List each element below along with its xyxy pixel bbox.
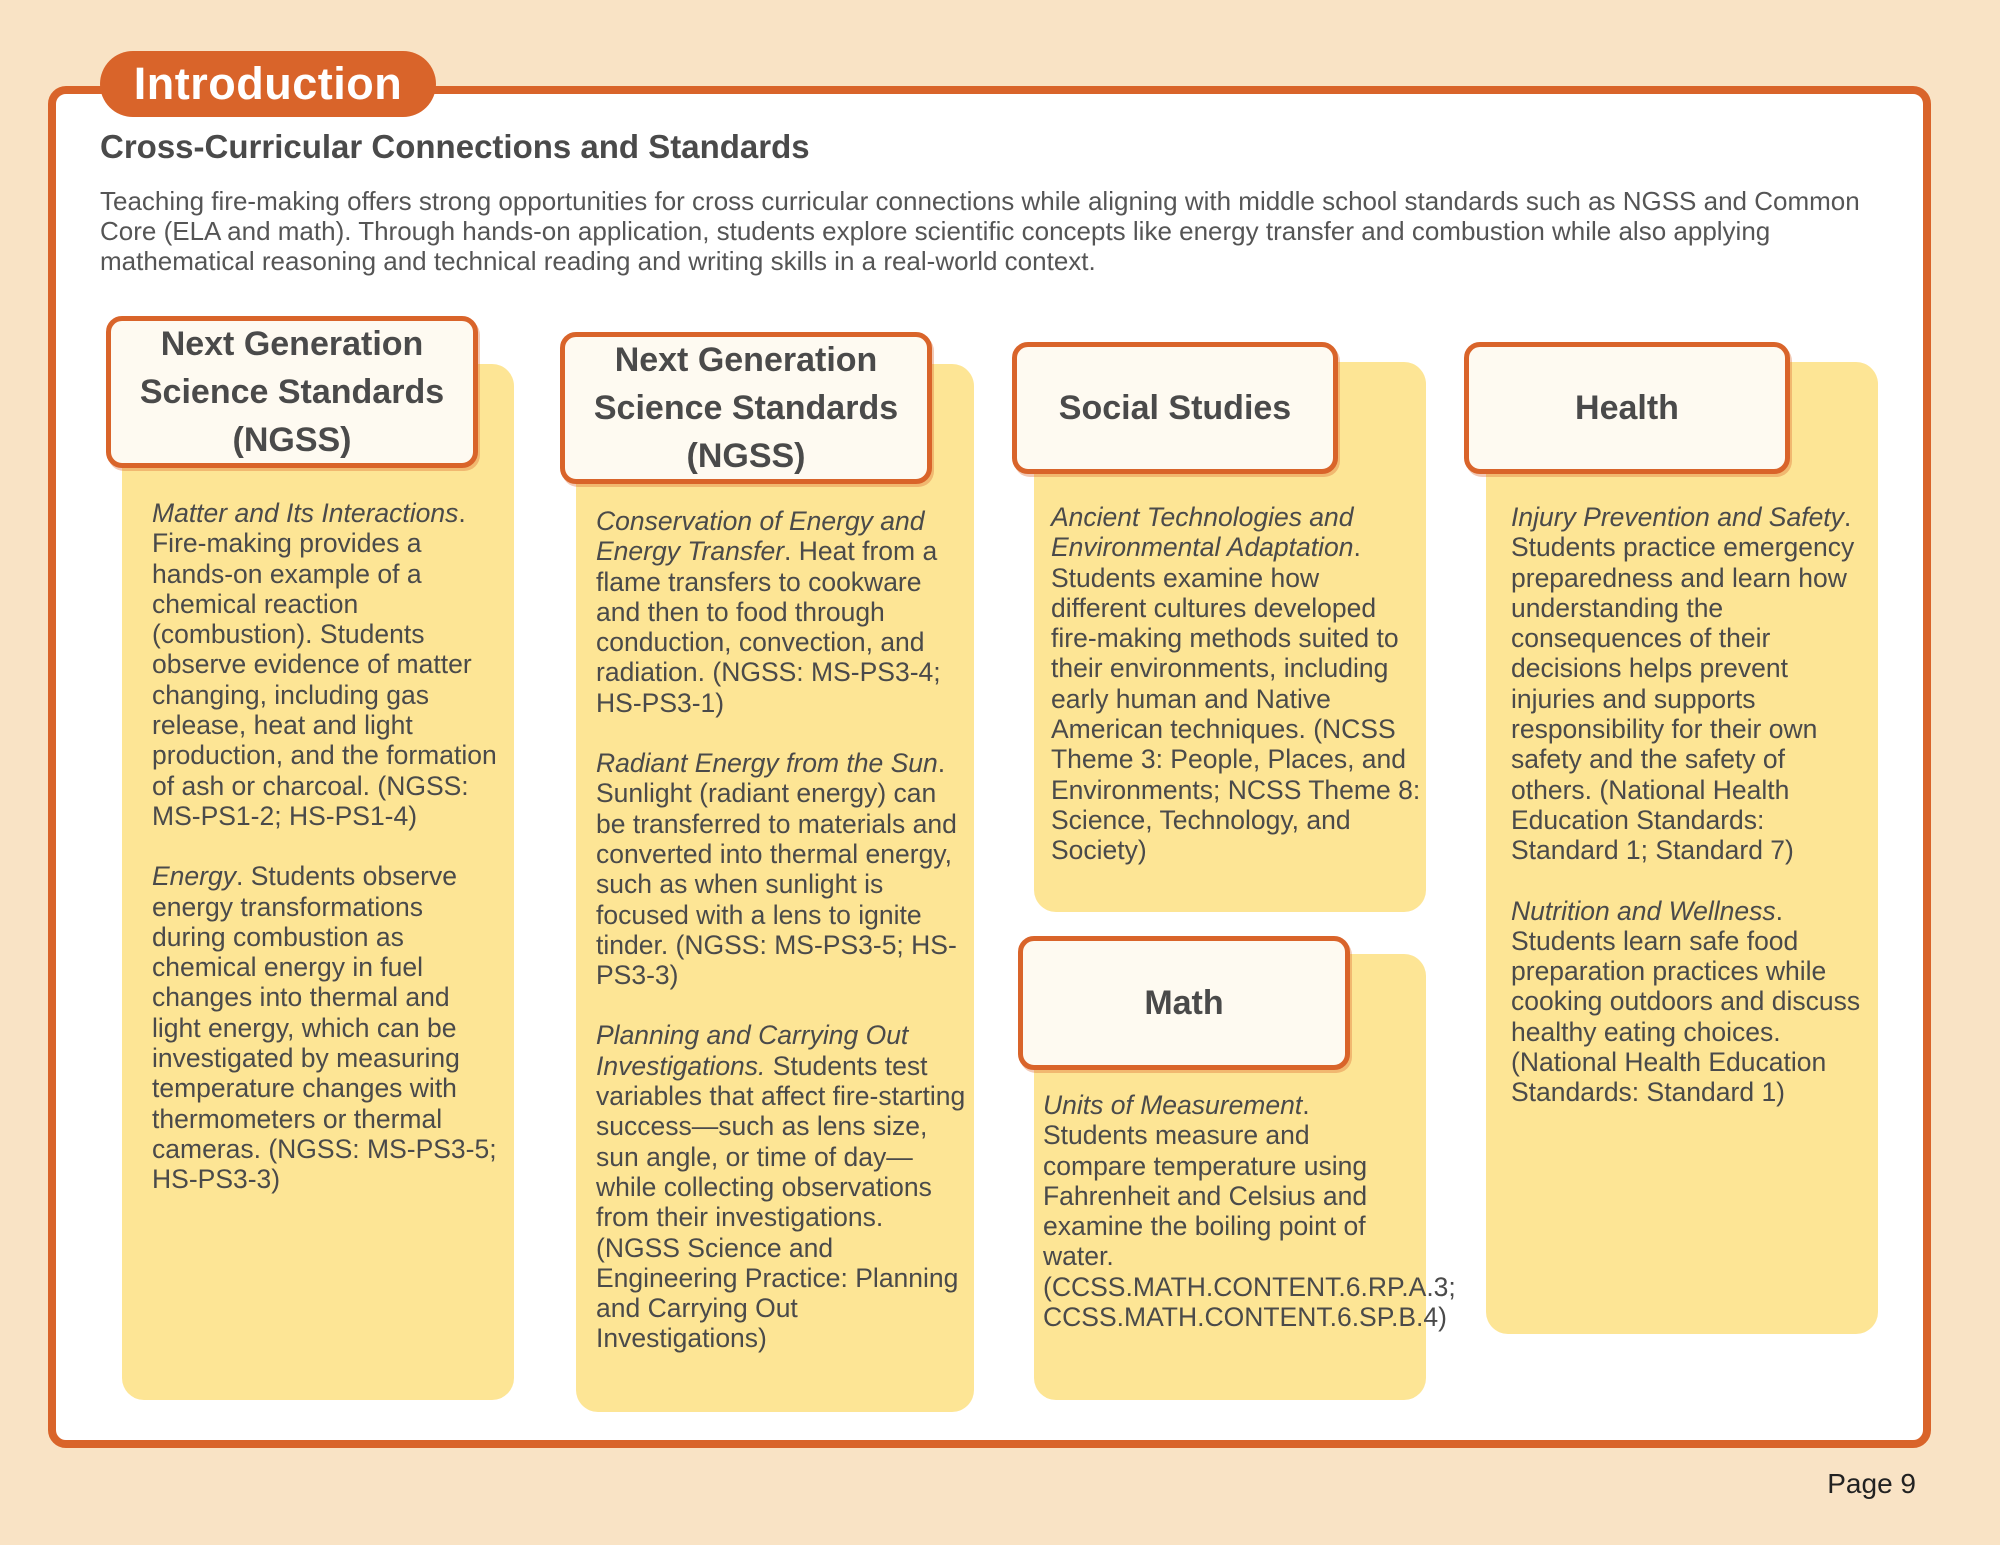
standard-paragraph [1511,896,1861,1108]
standard-term: Conservation of Energy and Energy Transfer [596,506,925,567]
card-ngss-2-text [596,506,966,1354]
standard-paragraph [152,861,502,1194]
standard-description: Heat from a flame transfers to cookware and then to food through conduction, convection, and radiation. (NGSS: MS-PS3-4; HS-PS3-1) [596,536,941,718]
card-social-studies-header: Social Studies [1012,342,1338,474]
standard-paragraph [1043,1090,1456,1333]
standard-description: Students practice emergency preparedness and learn how understanding the consequences of their decisions helps prevent injuries and supports responsibility for their own safety and the safety of others. (National Health Education Standards: Standard 1; Standard 7) [1511,532,1855,866]
standard-paragraph [152,498,502,831]
standard-term-punct: . [937,748,946,779]
standard-term: Ancient Technologies and Environmental Adaptation [1051,502,1354,563]
standard-term: Planning and Carrying Out Investigations. [596,1020,909,1081]
standard-term-punct: . [1302,1090,1310,1120]
standard-term-punct: . [235,861,244,892]
standard-paragraph [596,748,966,990]
standard-term: Nutrition and Wellness [1511,895,1776,926]
standard-description: Sunlight (radiant energy) can be transferred to materials and converted into thermal energy, such as when sunlight is focused with a lens to ignite tinder. (NGSS: MS-PS3-5; HS-PS3-3) [596,778,957,991]
standard-paragraph [1511,502,1861,866]
standard-description: Students examine how different cultures developed fire-making methods suited to their environments, including early human and Native American techniques. (NCSS Theme 3: People, Places, and Environments; NCSS Theme 8: Science, Technology, and Society) [1051,562,1421,866]
card-math-header: Math [1018,936,1350,1070]
standard-term-punct: . [784,536,792,567]
standard-description: Students test variables that affect fire-starting success—such as lens size, sun angle, or time of day—while collecting observations from their investigations. (NGSS Science and Engineering Practice: Planning and Carrying Out Investigations) [596,1050,966,1354]
page-number: Page 9 [1827,1468,1916,1499]
intro-paragraph: Teaching fire-making offers strong opportunities for cross curricular connections while aligning with middle school standards such as NGSS and Common Core (ELA and math). Through hands-on application, students explore scientific concepts like energy transfer and combustion while also applying mathematical reasoning and technical reading and writing skills in a real-world context. [100,186,1860,276]
standard-description: Fire-making provides a hands-on example of a chemical reaction (combustion). Students observe evidence of matter changing, including gas release, heat and light production, and the formation of ash or charcoal. (NGSS: MS-PS1-2; HS-PS1-4) [152,528,497,831]
card-ngss-2-header: Next Generation Science Standards (NGSS) [560,332,932,484]
card-health-text [1511,502,1861,1108]
card-health-header: Health [1464,342,1790,474]
card-social-studies-text [1051,502,1421,866]
standard-description: Students observe energy transformations during combustion as chemical energy in fuel changes into thermal and light energy, which can be investigated by measuring temperature changes with thermometers or thermal cameras. (NGSS: MS-PS3-5; HS-PS3-3) [152,861,497,1195]
section-tab-introduction: Introduction [100,51,436,117]
standard-description: Students learn safe food preparation practices while cooking outdoors and discuss healthy eating choices. (National Health Education Standards: Standard 1) [1511,925,1861,1108]
standard-term: Units of Measurement [1043,1090,1303,1120]
standard-paragraph [596,506,966,718]
standard-term: Matter and Its Interactions [152,498,459,528]
standard-term-punct: . [458,498,466,528]
standard-term: Energy [152,861,236,892]
standard-term-punct: . [1353,532,1361,563]
card-math-text [1043,1090,1456,1333]
standard-term: Radiant Energy from the Sun [596,748,938,779]
standard-term-punct: . [1843,502,1852,532]
standard-paragraph [596,1020,966,1353]
card-ngss-1-header: Next Generation Science Standards (NGSS) [106,316,478,468]
standard-term: Injury Prevention and Safety [1511,502,1844,532]
standard-term-punct: . [1775,895,1784,926]
standard-description: Students measure and compare temperature using Fahrenheit and Celsius and examine the boiling point of water. (CCSS.MATH.CONTENT.6.RP.A.3; CCSS.MATH.CONTENT.6.SP.B.4) [1043,1120,1456,1333]
section-heading: Cross-Curricular Connections and Standards [100,128,810,165]
card-ngss-1-text [152,498,502,1195]
standard-paragraph [1051,502,1421,866]
